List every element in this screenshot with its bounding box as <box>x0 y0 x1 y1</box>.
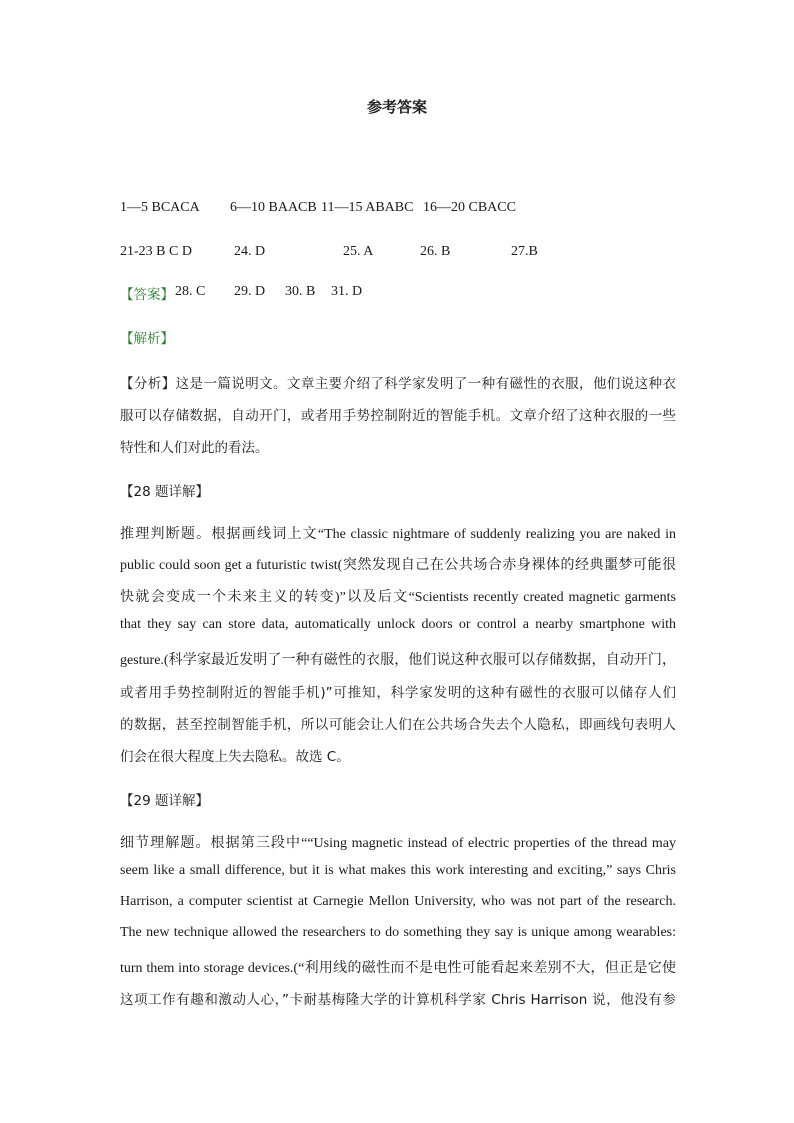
answer-label: 【答案】 <box>120 287 174 303</box>
answer-group: 6—10 BAACB <box>230 200 317 215</box>
answer-group: 27.B <box>511 244 538 259</box>
q29-line: 细节理解题。根据第三段中““Using magnetic instead of electric properties of the thread may <box>120 836 676 851</box>
answer-group: 28. C <box>175 284 206 299</box>
q28-line: 或者用手势控制附近的智能手机)”可推知，科学家发明的这种有磁性的衣服可以储存人们 <box>120 685 676 701</box>
answer-group: 30. B <box>285 284 316 299</box>
answer-group: 11—15 ABABC <box>321 200 414 215</box>
q28-line: public could soon get a futuristic twist(突然发现自己在公共场合赤身裸体的经典噩梦可能很 <box>120 558 676 573</box>
answer-group: 16—20 CBACC <box>423 200 516 215</box>
analysis-line: 服可以存储数据，自动开门，或者用手势控制附近的智能手机。文章介绍了这种衣服的一些 <box>120 408 676 424</box>
answer-group: 25. A <box>343 244 374 259</box>
analysis-line: 特性和人们对此的看法。 <box>120 440 269 456</box>
q29-line: 这项工作有趣和激动人心，”卡耐基梅隆大学的计算机科学家 Chris Harrison 说，他没有参 <box>120 992 676 1008</box>
answer-group: 24. D <box>234 244 266 259</box>
q28-line: gesture.(科学家最近发明了一种有磁性的衣服，他们说这种衣服可以存储数据，自动开门， <box>120 653 676 668</box>
analysis-line: 【分析】这是一篇说明文。文章主要介绍了科学家发明了一种有磁性的衣服，他们说这种衣 <box>120 376 676 392</box>
answer-group: 31. D <box>331 284 363 299</box>
q29-line: Harrison, a computer scientist at Carnegie Mellon University, who was not part of the research. <box>120 894 676 909</box>
q29-heading: 【29 题详解】 <box>120 793 209 809</box>
answer-group: 21-23 B C D <box>120 244 192 259</box>
q29-line: turn them into storage devices.(“利用线的磁性而不是电性可能看起来差别不大，但正是它使 <box>120 961 676 976</box>
q29-line: The new technique allowed the researchers to do something they say is unique among wearables: <box>120 925 676 940</box>
q28-line: 快就会变成一个未来主义的转变)”以及后文“Scientists recently created magnetic garments <box>120 590 676 605</box>
answer-group: 29. D <box>234 284 266 299</box>
q28-heading: 【28 题详解】 <box>120 484 209 500</box>
answer-group: 1—5 BCACA <box>120 200 200 215</box>
q28-line: 推理判断题。根据画线词上文“The classic nightmare of suddenly realizing you are naked in <box>120 527 676 542</box>
q28-line: that they say can store data, automatically unlock doors or control a nearby smartphone with <box>120 617 676 632</box>
q28-line: 的数据，甚至控制智能手机，所以可能会让人们在公共场合失去个人隐私，即画线句表明人 <box>120 717 676 733</box>
page-title: 参考答案 <box>366 98 427 116</box>
analysis-heading: 【解析】 <box>120 331 174 347</box>
q28-line: 们会在很大程度上失去隐私。故选 C。 <box>120 749 350 765</box>
answer-group: 26. B <box>420 244 451 259</box>
q29-line: seem like a small difference, but it is what makes this work interesting and exciting,” says Chris <box>120 863 676 878</box>
